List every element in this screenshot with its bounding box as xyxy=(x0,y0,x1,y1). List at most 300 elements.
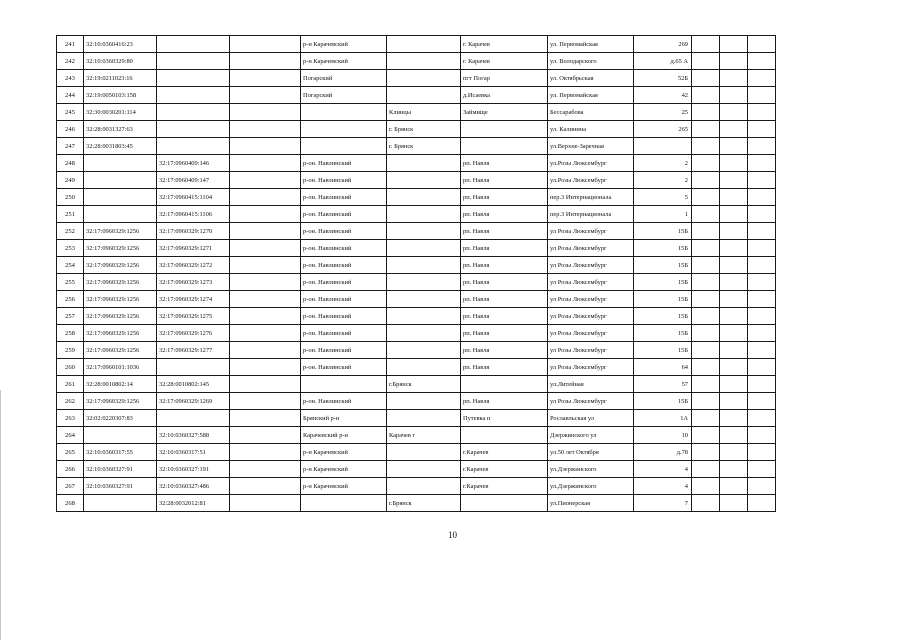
cell-street: ул Розы Люксембург xyxy=(548,359,634,376)
cell-city xyxy=(387,342,461,359)
cell-extra-cell-3 xyxy=(748,155,776,172)
cell-extra-cell-3 xyxy=(748,478,776,495)
cell-extra-cell-1 xyxy=(692,172,720,189)
cell-street: ул Розы Люксембург xyxy=(548,325,634,342)
cell-row-number: 245 xyxy=(57,104,84,121)
cell-settlement xyxy=(461,376,548,393)
cell-extra-cell-2 xyxy=(720,104,748,121)
cell-district: р-н Карачевский xyxy=(301,461,387,478)
cell-row-number: 264 xyxy=(57,427,84,444)
cell-cadastral-number-land: 32:10:0360416:23 xyxy=(84,36,157,53)
cell-settlement xyxy=(461,427,548,444)
cell-settlement xyxy=(461,121,548,138)
cell-cadastral-number-land: 32:19:0211023:16 xyxy=(84,70,157,87)
cell-row-number: 257 xyxy=(57,308,84,325)
cell-house-number: 5 xyxy=(634,189,692,206)
cell-house-number: 15Б xyxy=(634,274,692,291)
cell-street: ул.Верхне-Заречная xyxy=(548,138,634,155)
cell-row-number: 247 xyxy=(57,138,84,155)
cell-district: р-он. Навлинский xyxy=(301,223,387,240)
cell-extra-cell-2 xyxy=(720,495,748,512)
cell-extra-cell-1 xyxy=(692,155,720,172)
cell-reserved-cell xyxy=(230,461,301,478)
cell-reserved-cell xyxy=(230,189,301,206)
cell-settlement: рп. Навля xyxy=(461,223,548,240)
cell-city xyxy=(387,53,461,70)
cell-street: ул.50 лет Октября xyxy=(548,444,634,461)
cell-district: р-он. Навлинский xyxy=(301,172,387,189)
cell-extra-cell-2 xyxy=(720,427,748,444)
cell-city xyxy=(387,325,461,342)
cell-extra-cell-1 xyxy=(692,342,720,359)
cell-street: ул Розы Люксембург xyxy=(548,223,634,240)
cell-city xyxy=(387,359,461,376)
cell-cadastral-number-land xyxy=(84,172,157,189)
cell-extra-cell-1 xyxy=(692,427,720,444)
cell-reserved-cell xyxy=(230,478,301,495)
cell-reserved-cell xyxy=(230,274,301,291)
cell-house-number: 64 xyxy=(634,359,692,376)
cell-cadastral-number-object: 32:10:0360327:486 xyxy=(157,478,230,495)
cell-cadastral-number-land: 32:10:0360329:80 xyxy=(84,53,157,70)
cell-house-number: 25 xyxy=(634,104,692,121)
cell-row-number: 258 xyxy=(57,325,84,342)
cell-cadastral-number-land xyxy=(84,155,157,172)
table-row xyxy=(57,410,776,427)
cell-settlement: Займище xyxy=(461,104,548,121)
cell-house-number: 1 xyxy=(634,206,692,223)
cell-cadastral-number-land: 32:19:0050103:158 xyxy=(84,87,157,104)
cell-reserved-cell xyxy=(230,87,301,104)
cell-cadastral-number-land: 32:10:0360317:55 xyxy=(84,444,157,461)
cell-settlement: рп. Навля xyxy=(461,342,548,359)
cell-street: ул Розы Люксембург xyxy=(548,308,634,325)
cell-extra-cell-2 xyxy=(720,257,748,274)
cell-street: ул. Октябрьская xyxy=(548,70,634,87)
cell-extra-cell-3 xyxy=(748,87,776,104)
cell-district: р-он. Навлинский xyxy=(301,155,387,172)
cell-cadastral-number-land xyxy=(84,206,157,223)
table-row xyxy=(57,291,776,308)
cell-settlement: рп. Навля xyxy=(461,257,548,274)
table-row xyxy=(57,206,776,223)
cell-district: р-н Карачевский xyxy=(301,53,387,70)
cell-street: ул Розы Люксембург xyxy=(548,274,634,291)
cell-house-number: 15Б xyxy=(634,308,692,325)
cell-district: р-он. Навлинский xyxy=(301,291,387,308)
cell-extra-cell-3 xyxy=(748,376,776,393)
cell-street: ул Розы Люксембург xyxy=(548,342,634,359)
cell-district: р-он. Навлинский xyxy=(301,308,387,325)
cell-row-number: 266 xyxy=(57,461,84,478)
cell-city xyxy=(387,478,461,495)
cell-extra-cell-1 xyxy=(692,444,720,461)
cell-street: ул.Дзержинского xyxy=(548,478,634,495)
cell-reserved-cell xyxy=(230,257,301,274)
cell-extra-cell-1 xyxy=(692,461,720,478)
cell-city xyxy=(387,223,461,240)
cell-extra-cell-2 xyxy=(720,36,748,53)
cell-city: г.Брянск xyxy=(387,376,461,393)
cell-cadastral-number-object xyxy=(157,36,230,53)
cell-cadastral-number-land: 32:17:0960329:1256 xyxy=(84,291,157,308)
cell-city xyxy=(387,155,461,172)
cell-cadastral-number-object: 32:17:0960329:1274 xyxy=(157,291,230,308)
cell-extra-cell-3 xyxy=(748,308,776,325)
cell-cadastral-number-object xyxy=(157,70,230,87)
cell-extra-cell-1 xyxy=(692,104,720,121)
cell-house-number: 1А xyxy=(634,410,692,427)
cell-city xyxy=(387,257,461,274)
cell-extra-cell-1 xyxy=(692,291,720,308)
table-row xyxy=(57,257,776,274)
cell-house-number: д.78 xyxy=(634,444,692,461)
cell-settlement xyxy=(461,138,548,155)
cell-street: ул. Володарского xyxy=(548,53,634,70)
cell-street: ул.Розы Люксембург xyxy=(548,172,634,189)
cell-house-number: 15Б xyxy=(634,223,692,240)
cell-city xyxy=(387,274,461,291)
cell-extra-cell-2 xyxy=(720,138,748,155)
cell-row-number: 243 xyxy=(57,70,84,87)
cell-reserved-cell xyxy=(230,36,301,53)
cell-settlement: г. Карачев xyxy=(461,36,548,53)
cell-cadastral-number-object: 32:17:0960329:1270 xyxy=(157,223,230,240)
cell-cadastral-number-object: 32:10:0360327:191 xyxy=(157,461,230,478)
cell-settlement: рп. Навля xyxy=(461,240,548,257)
cell-street: ул.Пионерская xyxy=(548,495,634,512)
cell-extra-cell-2 xyxy=(720,121,748,138)
cell-row-number: 246 xyxy=(57,121,84,138)
cell-extra-cell-1 xyxy=(692,121,720,138)
cell-street: ул.Розы Люксембург xyxy=(548,155,634,172)
cell-cadastral-number-land xyxy=(84,427,157,444)
cell-extra-cell-1 xyxy=(692,274,720,291)
cell-city: Клинцы xyxy=(387,104,461,121)
cell-district: р-он. Навлинский xyxy=(301,393,387,410)
cell-cadastral-number-land: 32:10:0360327:91 xyxy=(84,461,157,478)
cell-row-number: 254 xyxy=(57,257,84,274)
cell-settlement: г.Карачев xyxy=(461,478,548,495)
cell-extra-cell-1 xyxy=(692,308,720,325)
cell-extra-cell-3 xyxy=(748,410,776,427)
cell-extra-cell-2 xyxy=(720,70,748,87)
cell-settlement: рп. Навля xyxy=(461,393,548,410)
cell-settlement: рп. Навля xyxy=(461,291,548,308)
cell-reserved-cell xyxy=(230,376,301,393)
cell-extra-cell-3 xyxy=(748,138,776,155)
cell-district xyxy=(301,104,387,121)
cell-settlement: д.Исаевка xyxy=(461,87,548,104)
table-row xyxy=(57,138,776,155)
cell-extra-cell-1 xyxy=(692,189,720,206)
cell-extra-cell-1 xyxy=(692,53,720,70)
cell-row-number: 256 xyxy=(57,291,84,308)
table-row xyxy=(57,155,776,172)
cell-street: пер.3 Интернационала xyxy=(548,206,634,223)
cell-cadastral-number-land: 32:10:0360327:91 xyxy=(84,478,157,495)
cell-cadastral-number-object: 32:28:0032012:81 xyxy=(157,495,230,512)
cell-cadastral-number-object: 32:17:0960409:146 xyxy=(157,155,230,172)
cell-extra-cell-3 xyxy=(748,206,776,223)
cell-reserved-cell xyxy=(230,308,301,325)
cell-city: г.Брянск xyxy=(387,495,461,512)
cell-extra-cell-2 xyxy=(720,87,748,104)
cell-cadastral-number-object: 32:17:0960329:1277 xyxy=(157,342,230,359)
cell-district: р-он. Навлинский xyxy=(301,274,387,291)
cell-cadastral-number-object: 32:17:0960329:1269 xyxy=(157,393,230,410)
cell-settlement: пгт Погар xyxy=(461,70,548,87)
cell-cadastral-number-object: 32:17:0960409:147 xyxy=(157,172,230,189)
cell-reserved-cell xyxy=(230,359,301,376)
cell-extra-cell-2 xyxy=(720,376,748,393)
cell-reserved-cell xyxy=(230,172,301,189)
cell-cadastral-number-land: 32:17:0960329:1256 xyxy=(84,308,157,325)
cell-row-number: 260 xyxy=(57,359,84,376)
cell-city xyxy=(387,461,461,478)
cell-district: Погарский xyxy=(301,87,387,104)
cell-city: г. Брянск xyxy=(387,138,461,155)
cell-city xyxy=(387,308,461,325)
table-row xyxy=(57,376,776,393)
cell-city xyxy=(387,291,461,308)
cell-cadastral-number-land: 32:28:0031803:45 xyxy=(84,138,157,155)
cell-reserved-cell xyxy=(230,138,301,155)
table-row xyxy=(57,36,776,53)
cell-city xyxy=(387,36,461,53)
table-row xyxy=(57,189,776,206)
cell-city: Карачев г xyxy=(387,427,461,444)
cell-street: ул.Литейная xyxy=(548,376,634,393)
cell-street: Бессарабова xyxy=(548,104,634,121)
cell-city xyxy=(387,206,461,223)
cell-extra-cell-1 xyxy=(692,87,720,104)
cell-row-number: 244 xyxy=(57,87,84,104)
cell-settlement: рп. Навля xyxy=(461,155,548,172)
cell-cadastral-number-object xyxy=(157,359,230,376)
cell-extra-cell-3 xyxy=(748,240,776,257)
cell-settlement: Путевка п xyxy=(461,410,548,427)
cell-extra-cell-1 xyxy=(692,376,720,393)
cell-street: ул. Первомайская xyxy=(548,36,634,53)
page-number: 10 xyxy=(448,530,457,540)
table-row xyxy=(57,308,776,325)
table-row xyxy=(57,495,776,512)
cell-cadastral-number-land xyxy=(84,495,157,512)
cell-reserved-cell xyxy=(230,495,301,512)
cell-house-number: 2 xyxy=(634,155,692,172)
cell-city xyxy=(387,172,461,189)
cell-district xyxy=(301,121,387,138)
cell-street: пер.3 Интернационала xyxy=(548,189,634,206)
cell-district: р-он. Навлинский xyxy=(301,325,387,342)
cell-cadastral-number-object xyxy=(157,104,230,121)
cell-extra-cell-3 xyxy=(748,104,776,121)
cell-house-number: 15Б xyxy=(634,291,692,308)
cell-city xyxy=(387,393,461,410)
cell-district xyxy=(301,376,387,393)
cell-row-number: 268 xyxy=(57,495,84,512)
cell-settlement: рп. Навля xyxy=(461,189,548,206)
cell-district: р-н Карачевский xyxy=(301,478,387,495)
cell-cadastral-number-object: 32:17:0960415:1106 xyxy=(157,206,230,223)
cell-reserved-cell xyxy=(230,121,301,138)
cell-street: ул. Первомайская xyxy=(548,87,634,104)
cell-settlement: г. Карачев xyxy=(461,53,548,70)
cell-extra-cell-2 xyxy=(720,444,748,461)
cell-extra-cell-1 xyxy=(692,359,720,376)
cell-row-number: 265 xyxy=(57,444,84,461)
cell-extra-cell-2 xyxy=(720,393,748,410)
cell-settlement: г.Карачев xyxy=(461,461,548,478)
cell-extra-cell-1 xyxy=(692,223,720,240)
cell-district: р-н Карачевский xyxy=(301,36,387,53)
cell-cadastral-number-object xyxy=(157,121,230,138)
cell-extra-cell-3 xyxy=(748,70,776,87)
cell-house-number: 15Б xyxy=(634,342,692,359)
cell-extra-cell-1 xyxy=(692,240,720,257)
cell-house-number: 15Б xyxy=(634,240,692,257)
cell-extra-cell-2 xyxy=(720,291,748,308)
cell-extra-cell-3 xyxy=(748,291,776,308)
cell-cadastral-number-land: 32:02:0220307:83 xyxy=(84,410,157,427)
cell-extra-cell-1 xyxy=(692,393,720,410)
cell-city xyxy=(387,444,461,461)
cell-settlement: г.Карачев xyxy=(461,444,548,461)
cell-reserved-cell xyxy=(230,104,301,121)
cell-reserved-cell xyxy=(230,393,301,410)
cell-city xyxy=(387,410,461,427)
cell-cadastral-number-land: 32:28:0031327:63 xyxy=(84,121,157,138)
cell-reserved-cell xyxy=(230,70,301,87)
cell-house-number: 4 xyxy=(634,461,692,478)
cell-extra-cell-3 xyxy=(748,257,776,274)
cell-house-number: д.65 А xyxy=(634,53,692,70)
cell-cadastral-number-land xyxy=(84,189,157,206)
cell-cadastral-number-land: 32:17:0960329:1256 xyxy=(84,223,157,240)
table-row xyxy=(57,104,776,121)
cell-cadastral-number-object: 32:10:0360327:588 xyxy=(157,427,230,444)
table-body xyxy=(57,36,776,512)
cell-cadastral-number-object: 32:17:0960329:1276 xyxy=(157,325,230,342)
cell-district: р-он. Навлинский xyxy=(301,359,387,376)
cell-extra-cell-3 xyxy=(748,189,776,206)
table-row xyxy=(57,359,776,376)
cell-extra-cell-3 xyxy=(748,342,776,359)
cell-cadastral-number-land: 32:17:0960329:1256 xyxy=(84,240,157,257)
cell-house-number: 269 xyxy=(634,36,692,53)
table-row xyxy=(57,121,776,138)
cell-district: р-он. Навлинский xyxy=(301,240,387,257)
cell-extra-cell-2 xyxy=(720,274,748,291)
cell-house-number: 2 xyxy=(634,172,692,189)
cell-row-number: 263 xyxy=(57,410,84,427)
cell-district: р-он. Навлинский xyxy=(301,189,387,206)
cell-house-number: 15Б xyxy=(634,257,692,274)
cell-extra-cell-3 xyxy=(748,172,776,189)
cell-cadastral-number-object: 32:10:0360317:51 xyxy=(157,444,230,461)
cell-row-number: 262 xyxy=(57,393,84,410)
cell-district: р-н Карачевский xyxy=(301,444,387,461)
cell-extra-cell-2 xyxy=(720,359,748,376)
cell-district: р-он. Навлинский xyxy=(301,206,387,223)
cell-house-number: 4 xyxy=(634,478,692,495)
table-row xyxy=(57,325,776,342)
cell-cadastral-number-object: 32:17:0960329:1271 xyxy=(157,240,230,257)
cell-extra-cell-2 xyxy=(720,325,748,342)
cell-extra-cell-1 xyxy=(692,325,720,342)
cell-cadastral-number-object xyxy=(157,87,230,104)
cell-cadastral-number-object: 32:28:0010802:145 xyxy=(157,376,230,393)
cell-extra-cell-2 xyxy=(720,53,748,70)
cell-reserved-cell xyxy=(230,240,301,257)
cell-extra-cell-3 xyxy=(748,325,776,342)
cell-reserved-cell xyxy=(230,410,301,427)
cell-extra-cell-2 xyxy=(720,155,748,172)
table-row xyxy=(57,444,776,461)
cell-cadastral-number-land: 32:17:0960329:1256 xyxy=(84,325,157,342)
table-row xyxy=(57,427,776,444)
cell-extra-cell-2 xyxy=(720,461,748,478)
cell-city xyxy=(387,87,461,104)
cell-settlement: рп. Навля xyxy=(461,308,548,325)
cell-extra-cell-2 xyxy=(720,308,748,325)
cell-street: ул Розы Люксембург xyxy=(548,257,634,274)
cell-house-number: 15Б xyxy=(634,325,692,342)
cell-district: Погарский xyxy=(301,70,387,87)
cell-cadastral-number-land: 32:17:0960329:1256 xyxy=(84,274,157,291)
table-row xyxy=(57,461,776,478)
cell-cadastral-number-object xyxy=(157,53,230,70)
cell-extra-cell-2 xyxy=(720,342,748,359)
cell-cadastral-number-land: 32:17:0960329:1256 xyxy=(84,393,157,410)
cell-street: ул Розы Люксембург xyxy=(548,393,634,410)
cell-cadastral-number-object: 32:17:0960329:1275 xyxy=(157,308,230,325)
cell-reserved-cell xyxy=(230,223,301,240)
cell-house-number: 42 xyxy=(634,87,692,104)
cell-extra-cell-1 xyxy=(692,70,720,87)
table-row xyxy=(57,70,776,87)
cell-reserved-cell xyxy=(230,291,301,308)
cell-cadastral-number-land: 32:30:0030201:114 xyxy=(84,104,157,121)
cell-extra-cell-2 xyxy=(720,478,748,495)
cell-extra-cell-1 xyxy=(692,478,720,495)
cell-extra-cell-1 xyxy=(692,257,720,274)
cell-extra-cell-3 xyxy=(748,359,776,376)
cell-row-number: 252 xyxy=(57,223,84,240)
cell-reserved-cell xyxy=(230,427,301,444)
cell-row-number: 253 xyxy=(57,240,84,257)
cell-row-number: 255 xyxy=(57,274,84,291)
cell-cadastral-number-object: 32:17:0960329:1272 xyxy=(157,257,230,274)
cell-reserved-cell xyxy=(230,342,301,359)
cell-extra-cell-3 xyxy=(748,36,776,53)
table-row xyxy=(57,393,776,410)
cell-extra-cell-2 xyxy=(720,172,748,189)
cell-row-number: 261 xyxy=(57,376,84,393)
cell-street: ул Розы Люксембург xyxy=(548,240,634,257)
cell-settlement: рп. Навля xyxy=(461,359,548,376)
cell-row-number: 248 xyxy=(57,155,84,172)
cell-row-number: 249 xyxy=(57,172,84,189)
cell-house-number: 7 xyxy=(634,495,692,512)
cell-extra-cell-2 xyxy=(720,240,748,257)
cell-extra-cell-3 xyxy=(748,393,776,410)
cell-cadastral-number-land: 32:17:0960329:1256 xyxy=(84,257,157,274)
cell-extra-cell-3 xyxy=(748,53,776,70)
cell-house-number: 15Б xyxy=(634,393,692,410)
cell-reserved-cell xyxy=(230,325,301,342)
